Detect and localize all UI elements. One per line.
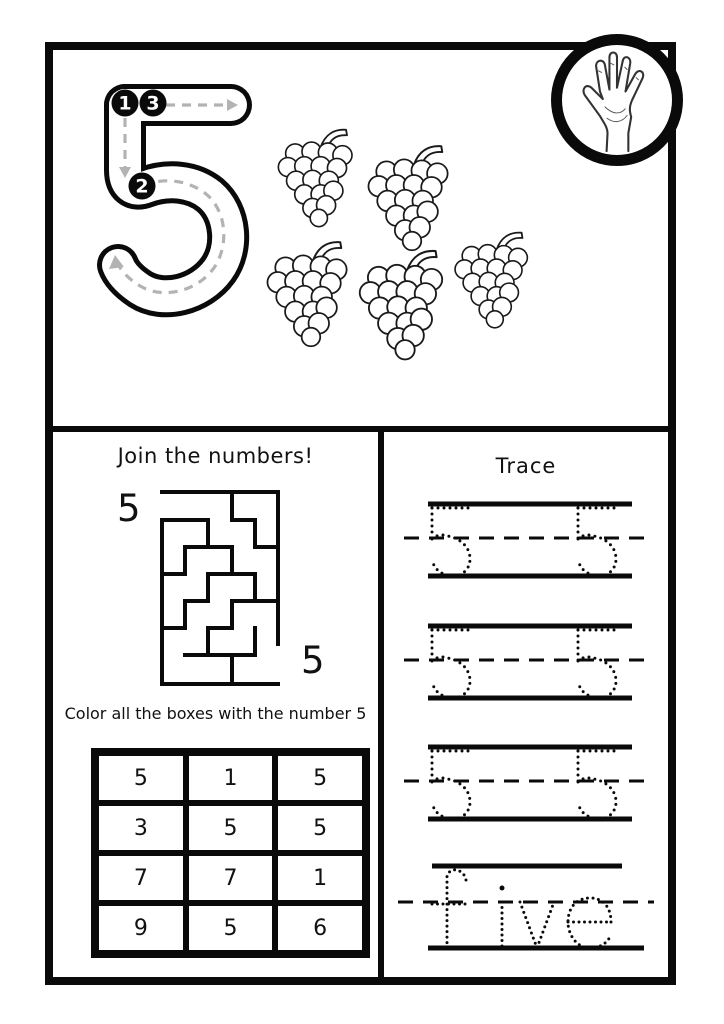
grid-cell: 3 xyxy=(96,803,186,853)
open-hand-icon xyxy=(573,48,661,152)
grid-cell: 1 xyxy=(186,753,276,803)
grape-bunch-3 xyxy=(266,238,352,350)
grape-bunch-4 xyxy=(356,248,450,362)
trace-row-2 xyxy=(404,620,654,702)
stroke-marker-1: 1 xyxy=(118,92,132,115)
trace-word-five xyxy=(398,858,663,954)
maze-end-label: 5 xyxy=(301,639,325,682)
big-number-five-outline xyxy=(88,80,263,360)
hand-five-fingers-badge xyxy=(551,34,683,166)
grid-cell: 7 xyxy=(96,853,186,903)
number-color-grid xyxy=(91,748,370,958)
grid-cell: 5 xyxy=(186,803,276,853)
maze-and-color-panel xyxy=(53,432,384,977)
grape-bunch-2 xyxy=(367,142,453,254)
grid-cell: 1 xyxy=(275,853,365,903)
grid-cell: 7 xyxy=(186,853,276,903)
maze-start-label: 5 xyxy=(117,487,141,530)
grid-cell: 5 xyxy=(275,753,365,803)
grid-cell: 5 xyxy=(275,803,365,853)
stroke-marker-3: 3 xyxy=(146,92,160,115)
grape-bunch-5 xyxy=(452,230,534,330)
grid-cell: 5 xyxy=(96,753,186,803)
trace-row-3 xyxy=(404,741,654,823)
grid-cell: 6 xyxy=(275,903,365,953)
maze xyxy=(160,490,280,686)
trace-panel xyxy=(384,432,668,977)
grape-bunch-1 xyxy=(277,122,357,234)
maze-title: Join the numbers! xyxy=(117,444,314,468)
color-instruction: Color all the boxes with the number 5 xyxy=(64,704,367,723)
worksheet-border xyxy=(45,42,676,985)
trace-row-1 xyxy=(404,498,654,580)
trace-title: Trace xyxy=(495,454,557,478)
stroke-marker-2: 2 xyxy=(135,175,149,198)
grid-cell: 9 xyxy=(96,903,186,953)
grid-cell: 5 xyxy=(186,903,276,953)
letter-i-dot xyxy=(500,886,505,891)
